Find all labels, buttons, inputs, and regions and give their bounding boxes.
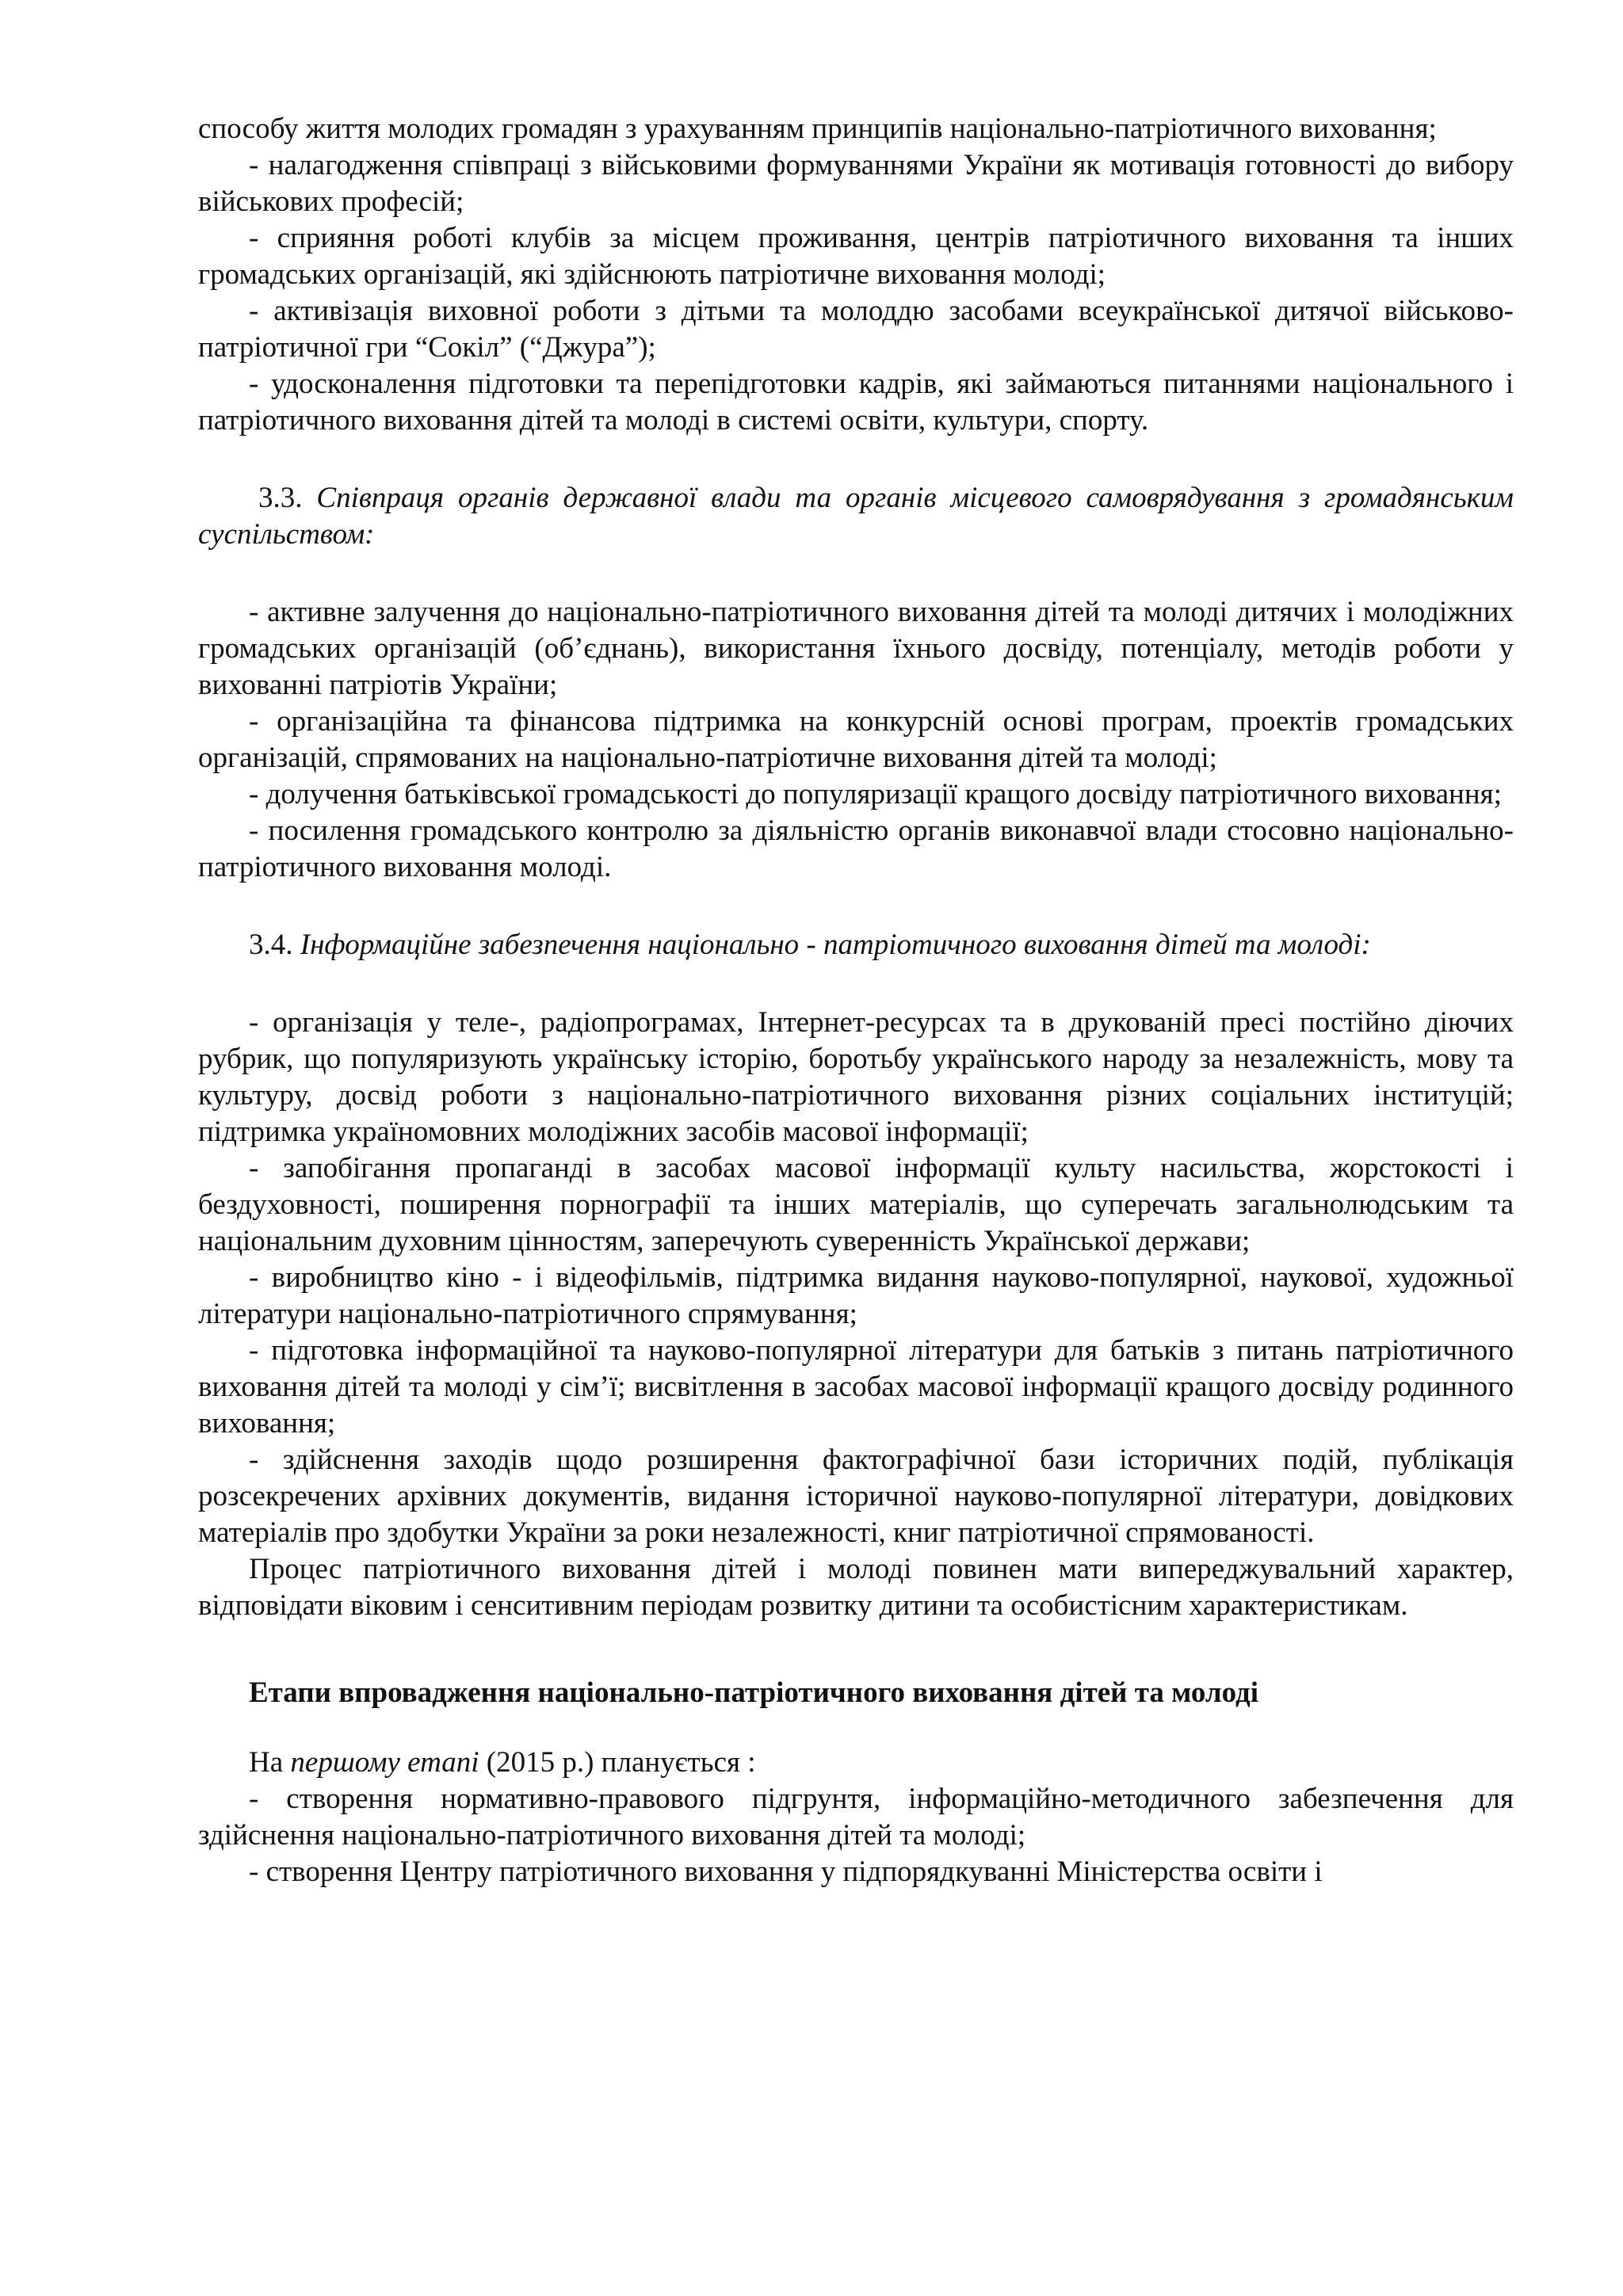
section-3-3-heading bbox=[198, 480, 1514, 553]
section-number: 3.4. bbox=[249, 929, 293, 961]
list-item: - організаційна та фінансова підтримка на конкурсній основі програм, проектів громадських організацій, спрямованих на національно-патріотичне виховання дітей та молоді; bbox=[198, 705, 1514, 774]
section-3-4-heading bbox=[198, 927, 1514, 963]
section-title: Співпраця органів державної влади та органів місцевого самоврядування з громадянським суспільством: bbox=[198, 482, 1514, 551]
section-title: Інформаційне забезпечення національно - патріотичного виховання дітей та молоді: bbox=[300, 929, 1371, 961]
list-item: - активізація виховної роботи з дітьми та молоддю засобами всеукраїнської дитячої військово-патріотичної гри “Сокіл” (“Джура”); bbox=[198, 295, 1514, 364]
closing-paragraph: Процес патріотичного виховання дітей і молоді повинен мати випереджувальний характер, відповідати віковим і сенситивним періодам розвитку дитини та особистісним характеристикам. bbox=[198, 1553, 1514, 1622]
list-item: - активне залучення до національно-патріотичного виховання дітей та молоді дитячих і молодіжних громадських організацій (об’єднань), використання їхнього досвіду, потенціалу, методів роботи у вихованні патріотів України; bbox=[198, 596, 1514, 701]
list-item: - виробництво кіно - і відеофільмів, підтримка видання науково-популярної, наукової, художньої літератури національно-патріотичного спрямування; bbox=[198, 1261, 1514, 1330]
list-item: - запобігання пропаганді в засобах масової інформації культу насильства, жорстокості і бездуховності, поширення порнографії та інших матеріалів, що суперечать загальнолюдським та національним духовним цінностям, заперечують суверенність Української держави; bbox=[198, 1152, 1514, 1257]
intro-paragraph: способу життя молодих громадян з урахуванням принципів національно-патріотичного виховання; bbox=[198, 113, 1437, 145]
list-item: - організація у теле-, радіопрограмах, Інтернет-ресурсах та в друкованій пресі постійно діючих рубрик, що популяризують українську історію, боротьбу українського народу за незалежність, мову та культуру, досвід роботи з національно-патріотичного виховання різних соціальних інституцій; підтримка україномовних молодіжних засобів масової інформації; bbox=[198, 1006, 1514, 1148]
list-item: - створення нормативно-правового підгрунтя, інформаційно-методичного забезпечення для здійснення національно-патріотичного виховання дітей та молоді; bbox=[198, 1783, 1514, 1852]
stages-intro-italic: першому етапі bbox=[290, 1746, 479, 1779]
list-item: - підготовка інформаційної та науково-популярної літератури для батьків з питань патріотичного виховання дітей та молоді у сім’ї; висвітлення в засобах масової інформації кращого досвіду родинного виховання; bbox=[198, 1334, 1514, 1440]
section-number: 3.3. bbox=[258, 482, 303, 514]
stages-intro-prefix: На bbox=[249, 1746, 291, 1779]
list-item: - здійснення заходів щодо розширення фактографічної бази історичних подій, публікація розсекречених архівних документів, видання історичної науково-популярної літератури, довідкових матеріалів про здобутки України за роки незалежності, книг патріотичної спрямованості. bbox=[198, 1444, 1514, 1549]
list-item: - створення Центру патріотичного виховання у підпорядкуванні Міністерства освіти і bbox=[249, 1855, 1323, 1888]
list-a bbox=[198, 147, 1514, 439]
section-3-4-list bbox=[198, 1005, 1514, 1624]
list-item: - налагодження співпраці з військовими формуваннями України як мотивація готовності до вибору військових професій; bbox=[198, 149, 1514, 218]
stages-intro bbox=[198, 1745, 1514, 1781]
list-item: - долучення батьківської громадськості до популяризації кращого досвіду патріотичного виховання; bbox=[249, 778, 1502, 810]
stages-heading: Етапи впровадження національно-патріотичного виховання дітей та молоді bbox=[249, 1676, 1259, 1709]
document-page bbox=[198, 111, 1514, 1890]
list-item: - удосконалення підготовки та перепідготовки кадрів, які займаються питаннями національного і патріотичного виховання дітей та молоді в системі освіти, культури, спорту. bbox=[198, 368, 1514, 437]
stages-intro-suffix: (2015 р.) планується : bbox=[479, 1746, 756, 1779]
list-item: - посилення громадського контролю за діяльністю органів виконавчої влади стосовно національно-патріотичного виховання молоді. bbox=[198, 814, 1514, 883]
section-3-3-list bbox=[198, 594, 1514, 886]
list-item: - сприяння роботі клубів за місцем проживання, центрів патріотичного виховання та інших громадських організацій, які здійснюють патріотичне виховання молоді; bbox=[198, 222, 1514, 291]
